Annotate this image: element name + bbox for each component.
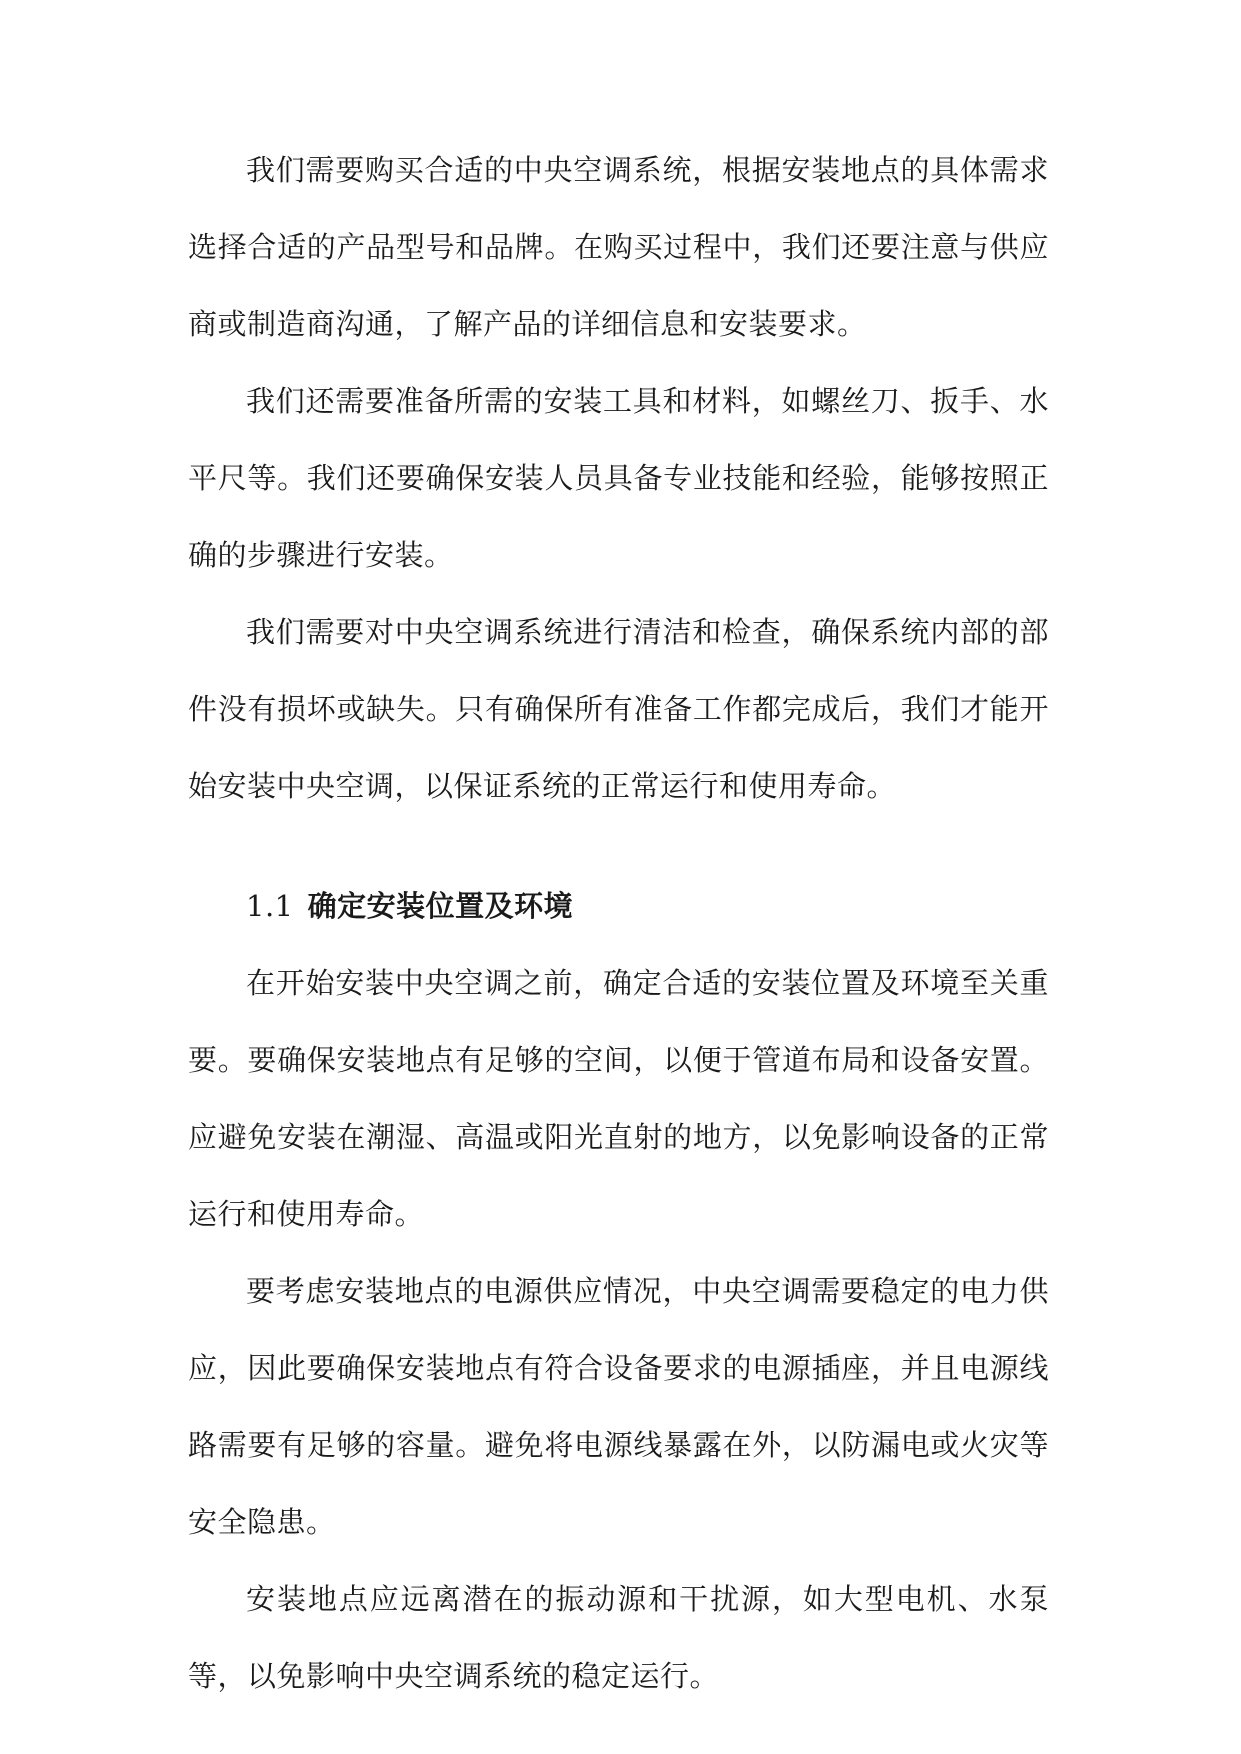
section-heading [188,825,1049,945]
paragraph: 我们还需要准备所需的安装工具和材料，如螺丝刀、扳手、水平尺等。我们还要确保安装人员具备专业技能和经验，能够按照正确的步骤进行安装。 [188,384,1049,572]
paragraph: 在开始安装中央空调之前，确定合适的安装位置及环境至关重要。要确保安装地点有足够的空间，以便于管道布局和设备安置。应避免安装在潮湿、高温或阳光直射的地方，以免影响设备的正常运行和使用寿命。 [188,966,1049,1231]
paragraph: 我们需要购买合适的中央空调系统，根据安装地点的具体需求选择合适的产品型号和品牌。在购买过程中，我们还要注意与供应商或制造商沟通，了解产品的详细信息和安装要求。 [188,153,1049,341]
paragraph: 要考虑安装地点的电源供应情况，中央空调需要稳定的电力供应，因此要确保安装地点有符合设备要求的电源插座，并且电源线路需要有足够的容量。避免将电源线暴露在外，以防漏电或火灾等安全隐患。 [188,1274,1049,1539]
paragraph: 安装地点应远离潜在的振动源和干扰源，如大型电机、水泵等，以免影响中央空调系统的稳定运行。 [188,1582,1049,1693]
section-title: 确定安装位置及环境 [307,889,574,923]
section-number: 1.1 [246,889,294,923]
paragraph: 我们需要对中央空调系统进行清洁和检查，确保系统内部的部件没有损坏或缺失。只有确保所有准备工作都完成后，我们才能开始安装中央空调，以保证系统的正常运行和使用寿命。 [188,615,1049,803]
